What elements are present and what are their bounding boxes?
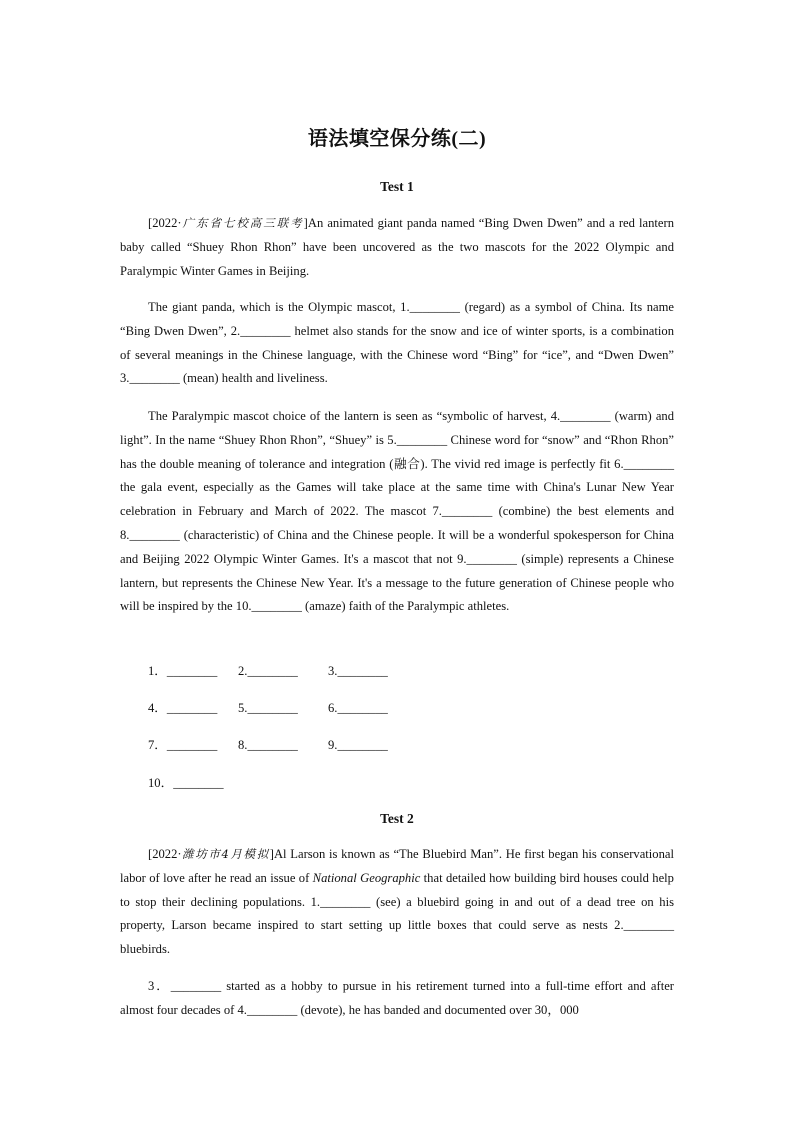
answer-blank-10[interactable]: 10．________ (148, 776, 224, 790)
answer-blank-7[interactable]: 7．________ (148, 738, 218, 752)
answer-row (148, 697, 418, 717)
test2-paragraph-1-text-b: that detailed how building bird houses could help to stop their declining populations. 1.________ (see) a bluebird going in and out of a dead tree on his property, Larson became inspired to start setting up little boxes that could serve as nests 2.________ bluebirds. (120, 870, 674, 957)
test1-source-suffix: ] (303, 216, 308, 230)
test1-paragraph-3: The Paralympic mascot choice of the lantern is seen as “symbolic of harvest, 4.________ (warm) and light”. In the name “Shuey Rhon Rhon”, “Shuey” is 5.________ Chinese word for “snow” and “Rhon Rhon” has the double meaning of tolerance and integration (融合). The vivid red image is perfectly fit 6.________ the gala event, especially as the Games will take place at the same time with China's Lunar New Year celebration in February and March of 2022. The mascot 7.________ (combine) the best elements and 8.________ (characteristic) of China and the Chinese people. It will be a wonderful spokesperson for China and Beijing 2022 Olympic Winter Games. It's a mascot that not 9.________ (simple) represents a Chinese lantern, but represents the Chinese New Year. It's a message to the future generation of Chinese people who will be inspired by the 10.________ (amaze) faith of the Paralympic athletes. (120, 409, 674, 614)
test1-paragraph-1 (120, 212, 674, 283)
answer-blank-3[interactable]: 3.________ (328, 664, 388, 678)
answer-blank-6[interactable]: 6.________ (328, 701, 388, 715)
answer-blank-9[interactable]: 9.________ (328, 738, 388, 752)
test2-source-name: 潍坊市4月模拟 (181, 847, 270, 861)
test2-source-prefix: [2022· (148, 847, 182, 861)
test1-source-prefix: [2022· (148, 216, 182, 230)
answer-blank-5[interactable]: 5.________ (238, 701, 298, 715)
answer-blank-1[interactable]: 1．________ (148, 664, 218, 678)
answer-blank-4[interactable]: 4．________ (148, 701, 218, 715)
answer-blank-8[interactable]: 8.________ (238, 738, 298, 752)
answer-row (148, 734, 418, 754)
answer-row (148, 772, 248, 792)
answer-blank-2[interactable]: 2.________ (238, 664, 298, 678)
test1-heading: Test 1 (380, 179, 414, 194)
page-title: 语法填空保分练(二) (307, 128, 487, 150)
test1-paragraph-1-text: An animated giant panda named “Bing Dwen Dwen” and a red lantern baby called “Shuey Rhon Rhon” have been uncovered as the two mascots for the 2022 Olympic and Paralympic Winter Games in Beijing. (120, 216, 674, 278)
test2-paragraph-1-text-a: Al Larson is known as “The Bluebird Man”. He first began his conservational labor of love after he read an issue of (120, 847, 674, 885)
test2-source-suffix: ] (269, 847, 274, 861)
test2-magazine-title: National Geographic (312, 870, 421, 885)
test1-paragraph-2: The giant panda, which is the Olympic mascot, 1.________ (regard) as a symbol of China. Its name “Bing Dwen Dwen”, 2.________ helmet also stands for the snow and ice of winter sports, is a combination of several meanings in the Chinese language, with the Chinese word “Bing” for “ice”, and “Dwen Dwen” 3.________ (mean) health and liveliness. (120, 300, 674, 386)
test1-source-name: 广东省七校高三联考 (181, 216, 304, 230)
answer-row (148, 660, 418, 680)
test2-paragraph-1 (120, 843, 674, 962)
test2-heading: Test 2 (380, 811, 414, 826)
test2-paragraph-2: 3．________ started as a hobby to pursue in his retirement turned into a full-time effort and after almost four decades of 4.________ (devote), he has banded and documented over 30，000 (120, 979, 674, 1017)
